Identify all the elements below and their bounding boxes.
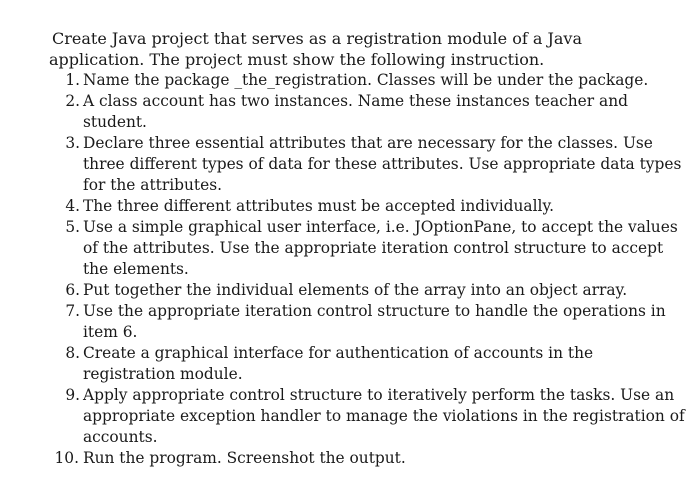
list-item	[47, 385, 687, 448]
list-item	[47, 217, 687, 280]
list-item	[47, 448, 687, 469]
list-item-text: The three different attributes must be accepted individually.	[83, 197, 554, 215]
list-item-number: 2.	[65, 92, 80, 110]
list-item-number: 3.	[65, 134, 80, 152]
list-item-text: Name the package _the_registration. Classes will be under the package.	[83, 71, 649, 89]
list-item-number: 1.	[65, 71, 80, 89]
list-item-text: Use the appropriate iteration control structure to handle the operations in item 6.	[83, 302, 666, 341]
instruction-list	[47, 70, 687, 469]
list-item-text: Apply appropriate control structure to iteratively perform the tasks. Use an appropriate exception handler to manage the violations in the registration of accounts.	[83, 386, 685, 446]
list-item-number: 9.	[65, 386, 80, 404]
intro-paragraph	[49, 28, 669, 70]
list-item	[47, 133, 687, 196]
intro-line-2: application. The project must show the following instruction.	[49, 50, 545, 69]
list-item-number: 4.	[65, 197, 80, 215]
intro-line-1: Create Java project that serves as a registration module of a Java	[52, 29, 583, 48]
list-item-number: 6.	[65, 281, 80, 299]
list-item-text: A class account has two instances. Name these instances teacher and student.	[83, 92, 628, 131]
list-item	[47, 343, 687, 385]
list-item	[47, 70, 687, 91]
list-item	[47, 196, 687, 217]
list-item	[47, 91, 687, 133]
list-item-text: Run the program. Screenshot the output.	[83, 449, 406, 467]
list-item-text: Create a graphical interface for authentication of accounts in the registration module.	[83, 344, 594, 383]
list-item-number: 7.	[65, 302, 80, 320]
list-item-text: Use a simple graphical user interface, i.e. JOptionPane, to accept the values of the attributes. Use the appropriate iteration control structure to accept the elements.	[83, 218, 678, 278]
list-item-text: Declare three essential attributes that are necessary for the classes. Use three different types of data for these attributes. Use appropriate data types for the attributes.	[83, 134, 682, 194]
list-item-number: 10.	[54, 449, 79, 467]
list-item-number: 5.	[65, 218, 80, 236]
list-item-number: 8.	[65, 344, 80, 362]
list-item	[47, 301, 687, 343]
list-item-text: Put together the individual elements of the array into an object array.	[83, 281, 628, 299]
list-item	[47, 280, 687, 301]
